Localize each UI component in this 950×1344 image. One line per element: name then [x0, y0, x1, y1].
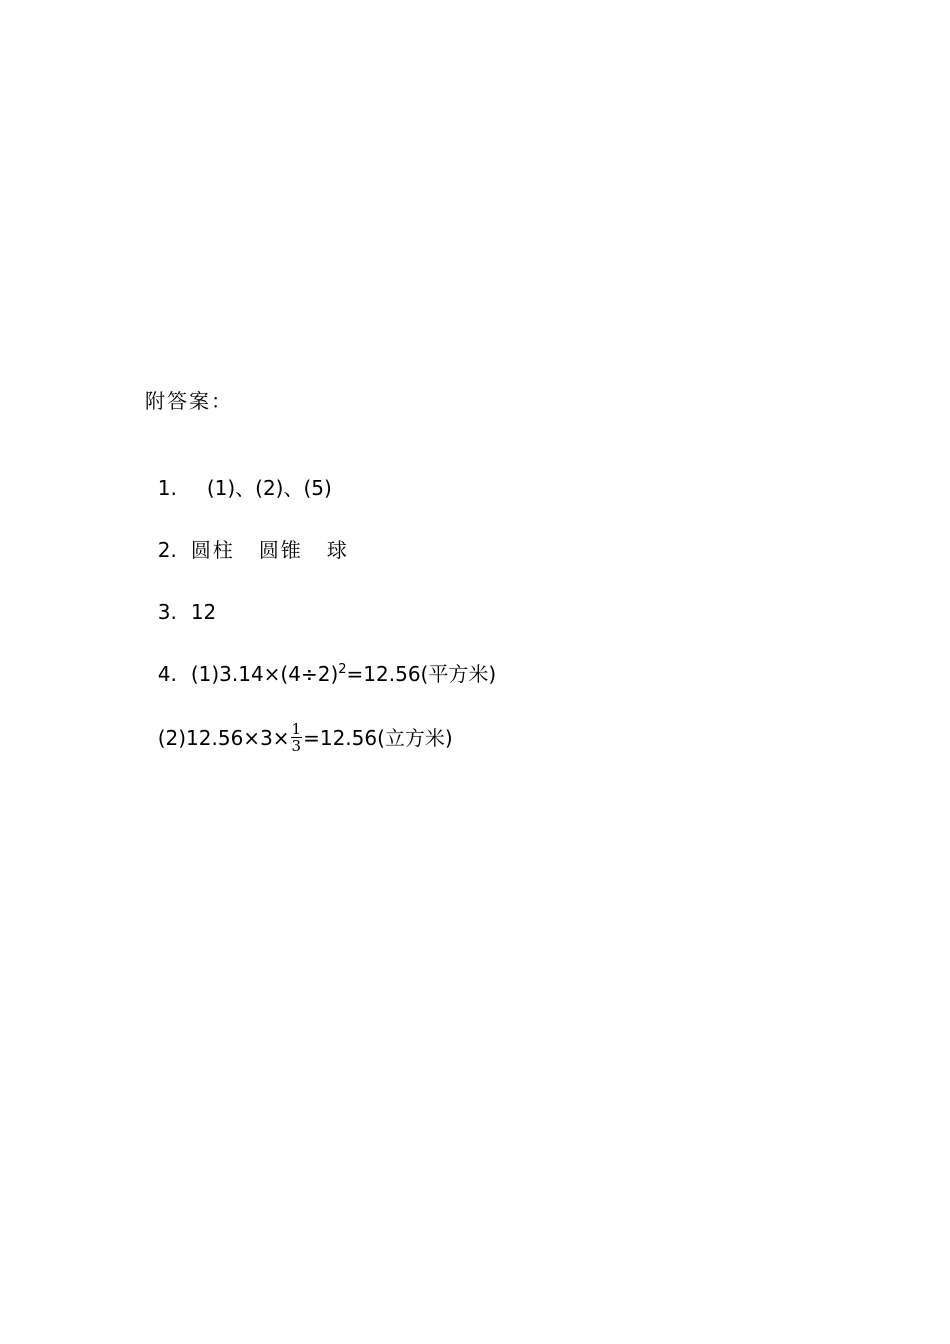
answer-2-item-cylinder: 圆柱	[190, 538, 235, 562]
answer-2-number: 2.	[157, 538, 177, 562]
answer-4-part-1-result: =12.56(平方米)	[346, 662, 497, 686]
fraction-numerator: 1	[291, 720, 302, 738]
answer-1-number: 1.	[157, 476, 177, 500]
fraction-denominator: 3	[291, 737, 302, 755]
answer-4-part-2-result: =12.56(立方米)	[303, 726, 453, 750]
answer-3	[145, 576, 216, 624]
answer-4-part-1-expression: (1)3.14×(4÷2)	[190, 662, 339, 686]
fraction	[291, 721, 303, 754]
answer-4-part-2-expression: (2)12.56×3×	[157, 726, 290, 750]
answer-2-item-sphere: 球	[326, 538, 349, 562]
answer-4-part-1-exponent: 2	[338, 662, 347, 677]
answer-4-part-1	[145, 638, 496, 690]
answer-1-text: (1)、(2)、(5)	[206, 476, 332, 500]
answer-3-number: 3.	[157, 600, 177, 624]
answer-1	[145, 452, 332, 500]
answer-4-part-2	[145, 699, 453, 756]
answer-2	[145, 514, 349, 562]
answer-3-text: 12	[190, 600, 217, 624]
answer-4-number: 4.	[157, 662, 177, 686]
answer-2-item-cone: 圆锥	[258, 538, 303, 562]
answer-heading: 附答案：	[145, 389, 233, 413]
